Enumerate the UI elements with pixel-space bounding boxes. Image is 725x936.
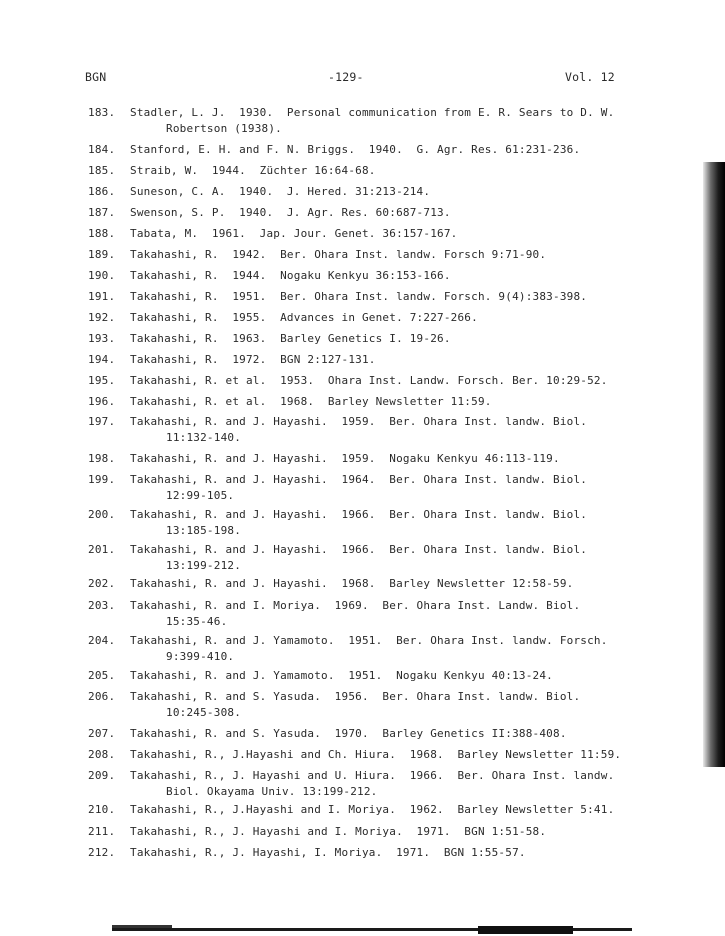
- reference-line: Takahashi, R. 1942. Ber. Ohara Inst. landw. Forsch 9:71-90.: [130, 248, 547, 261]
- reference-continuation: 12:99-105.: [166, 489, 235, 502]
- reference-line: Swenson, S. P. 1940. J. Agr. Res. 60:687-713.: [130, 206, 451, 219]
- reference-number: 202.: [88, 577, 116, 590]
- reference-continuation: 9:399-410.: [166, 650, 235, 663]
- reference-continuation: 10:245-308.: [166, 706, 242, 719]
- reference-number: 194.: [88, 353, 116, 366]
- reference-number: 207.: [88, 727, 116, 740]
- reference-number: 195.: [88, 374, 116, 387]
- reference-text: [130, 508, 587, 537]
- reference-text: [130, 227, 457, 240]
- reference-line: Takahashi, R., J. Hayashi and U. Hiura. 1966. Ber. Ohara Inst. landw.: [130, 769, 615, 782]
- header-left: BGN: [85, 70, 107, 84]
- reference-number: 210.: [88, 803, 116, 816]
- reference-text: [130, 473, 587, 502]
- reference-line: Stadler, L. J. 1930. Personal communication from E. R. Sears to D. W.: [130, 106, 615, 119]
- reference-text: [130, 248, 546, 261]
- reference-text: [130, 803, 614, 816]
- reference-text: [130, 269, 451, 282]
- reference-number: 208.: [88, 748, 116, 761]
- reference-text: [130, 106, 614, 135]
- reference-text: [130, 206, 451, 219]
- reference-number: 209.: [88, 769, 116, 782]
- reference-continuation: 13:199-212.: [166, 559, 242, 572]
- reference-text: [130, 374, 608, 387]
- reference-number: 193.: [88, 332, 116, 345]
- reference-line: Takahashi, R. and J. Hayashi. 1966. Ber. Ohara Inst. landw. Biol.: [130, 543, 588, 556]
- reference-continuation: 11:132-140.: [166, 431, 242, 444]
- reference-number: 184.: [88, 143, 116, 156]
- reference-number: 188.: [88, 227, 116, 240]
- reference-number: 200.: [88, 508, 116, 521]
- reference-line: Takahashi, R. and S. Yasuda. 1970. Barley Genetics II:388-408.: [130, 727, 567, 740]
- reference-number: 204.: [88, 634, 116, 647]
- scan-bottom-block: [478, 926, 573, 934]
- reference-text: [130, 846, 526, 859]
- reference-line: Takahashi, R. and J. Hayashi. 1964. Ber. Ohara Inst. landw. Biol.: [130, 473, 588, 486]
- reference-text: [130, 452, 560, 465]
- reference-number: 198.: [88, 452, 116, 465]
- reference-text: [130, 669, 553, 682]
- reference-text: [130, 353, 376, 366]
- reference-text: [130, 332, 451, 345]
- reference-number: 192.: [88, 311, 116, 324]
- page-number: -129-: [328, 70, 364, 84]
- reference-text: [130, 769, 614, 798]
- reference-text: [130, 577, 573, 590]
- reference-text: [130, 634, 608, 663]
- reference-line: Takahashi, R. and J. Yamamoto. 1951. Ber. Ohara Inst. landw. Forsch.: [130, 634, 608, 647]
- reference-text: [130, 748, 621, 761]
- reference-line: Takahashi, R. 1944. Nogaku Kenkyu 36:153-166.: [130, 269, 451, 282]
- reference-line: Takahashi, R. 1955. Advances in Genet. 7:227-266.: [130, 311, 478, 324]
- reference-text: [130, 415, 587, 444]
- reference-text: [130, 825, 546, 838]
- reference-line: Straib, W. 1944. Züchter 16:64-68.: [130, 164, 376, 177]
- reference-number: 186.: [88, 185, 116, 198]
- volume-label: Vol. 12: [565, 70, 615, 84]
- reference-line: Takahashi, R. 1972. BGN 2:127-131.: [130, 353, 376, 366]
- reference-line: Takahashi, R. and I. Moriya. 1969. Ber. Ohara Inst. Landw. Biol.: [130, 599, 581, 612]
- reference-line: Takahashi, R. et al. 1968. Barley Newsletter 11:59.: [130, 395, 492, 408]
- reference-text: [130, 690, 580, 719]
- reference-line: Stanford, E. H. and F. N. Briggs. 1940. G. Agr. Res. 61:231-236.: [130, 143, 581, 156]
- reference-number: 197.: [88, 415, 116, 428]
- reference-number: 205.: [88, 669, 116, 682]
- reference-line: Takahashi, R. and J. Hayashi. 1968. Barley Newsletter 12:58-59.: [130, 577, 574, 590]
- reference-line: Takahashi, R. and J. Hayashi. 1966. Ber. Ohara Inst. landw. Biol.: [130, 508, 588, 521]
- reference-number: 199.: [88, 473, 116, 486]
- reference-text: [130, 543, 587, 572]
- reference-text: [130, 727, 567, 740]
- reference-line: Takahashi, R. and J. Yamamoto. 1951. Nogaku Kenkyu 40:13-24.: [130, 669, 553, 682]
- reference-line: Takahashi, R. and S. Yasuda. 1956. Ber. Ohara Inst. landw. Biol.: [130, 690, 581, 703]
- reference-continuation: 15:35-46.: [166, 615, 228, 628]
- reference-number: 196.: [88, 395, 116, 408]
- reference-number: 191.: [88, 290, 116, 303]
- reference-text: [130, 311, 478, 324]
- reference-number: 190.: [88, 269, 116, 282]
- reference-text: [130, 164, 376, 177]
- reference-continuation: Biol. Okayama Univ. 13:199-212.: [166, 785, 378, 798]
- reference-line: Tabata, M. 1961. Jap. Jour. Genet. 36:157-167.: [130, 227, 458, 240]
- reference-number: 185.: [88, 164, 116, 177]
- reference-continuation: 13:185-198.: [166, 524, 242, 537]
- reference-number: 212.: [88, 846, 116, 859]
- reference-text: [130, 599, 580, 628]
- reference-line: Takahashi, R. et al. 1953. Ohara Inst. Landw. Forsch. Ber. 10:29-52.: [130, 374, 608, 387]
- reference-line: Takahashi, R. 1963. Barley Genetics I. 19-26.: [130, 332, 451, 345]
- reference-number: 211.: [88, 825, 116, 838]
- reference-line: Takahashi, R., J. Hayashi, I. Moriya. 1971. BGN 1:55-57.: [130, 846, 526, 859]
- reference-line: Suneson, C. A. 1940. J. Hered. 31:213-214.: [130, 185, 431, 198]
- reference-line: Takahashi, R. 1951. Ber. Ohara Inst. landw. Forsch. 9(4):383-398.: [130, 290, 588, 303]
- reference-text: [130, 143, 580, 156]
- reference-number: 206.: [88, 690, 116, 703]
- reference-line: Takahashi, R., J.Hayashi and I. Moriya. 1962. Barley Newsletter 5:41.: [130, 803, 615, 816]
- reference-text: [130, 185, 430, 198]
- reference-line: Takahashi, R. and J. Hayashi. 1959. Nogaku Kenkyu 46:113-119.: [130, 452, 560, 465]
- reference-number: 189.: [88, 248, 116, 261]
- reference-line: Takahashi, R. and J. Hayashi. 1959. Ber. Ohara Inst. landw. Biol.: [130, 415, 588, 428]
- reference-line: Takahashi, R., J.Hayashi and Ch. Hiura. 1968. Barley Newsletter 11:59.: [130, 748, 622, 761]
- reference-line: Takahashi, R., J. Hayashi and I. Moriya. 1971. BGN 1:51-58.: [130, 825, 547, 838]
- reference-text: [130, 290, 587, 303]
- reference-text: [130, 395, 492, 408]
- reference-number: 201.: [88, 543, 116, 556]
- reference-number: 187.: [88, 206, 116, 219]
- reference-number: 203.: [88, 599, 116, 612]
- reference-number: 183.: [88, 106, 116, 119]
- scan-edge-shadow: [703, 162, 725, 767]
- reference-continuation: Robertson (1938).: [166, 122, 282, 135]
